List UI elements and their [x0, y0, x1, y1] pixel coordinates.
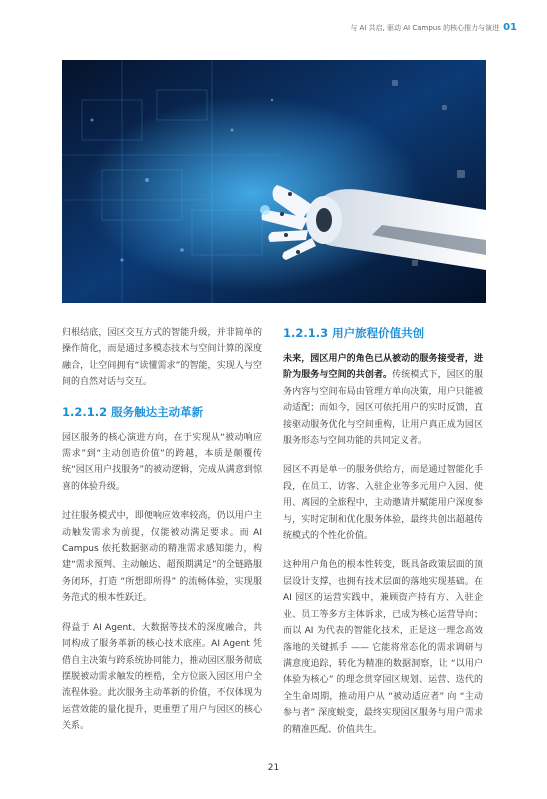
lead-bold-text: 未来，园区用户的角色已从被动的服务接受者，进阶为服务与空间的共创者。: [283, 354, 483, 381]
section-heading-1-2-1-2: 1.2.1.2 服务触达主动革新: [62, 404, 204, 419]
page-number: 21: [267, 763, 280, 773]
section-heading-1-2-1-3: 1.2.1.3 用户旅程价值共创: [283, 326, 425, 340]
robot-hand-image: [62, 60, 486, 303]
hero-image: [62, 60, 486, 303]
right-column: [283, 325, 483, 751]
running-header: [350, 22, 517, 33]
left-column: [62, 325, 262, 748]
paragraph: 这种用户角色的根本性转变，既具备政策层面的顶层设计支撑，也拥有技术层面的落地实现基础。在 AI 园区的运营实践中，兼顾资产持有方、入驻企业、员工等多方主体诉求，已成为核心运营导向；而以 AI 为代表的智能化技术，正是这一理念高效落地的关键抓手 —— 它能将常态化的需求调研与满意度追踪，转化为精准的数据洞察，让 “以用户体验为核心” 的理念贯穿园区规划、运营、迭代的全生命周期，推动用户从 “被动适应者” 向 “主动参与者” 深度蜕变，最终实现园区服务与用户需求的精准匹配、价值共生。: [283, 560, 483, 735]
paragraph: 园区服务的核心演进方向，在于实现从“被动响应需求”到“主动创造价值”的跨越，本质是颠覆传统“园区用户找服务”的被动逻辑，完成从满意到惊喜的体验升级。: [62, 432, 262, 492]
chapter-number: 01: [503, 22, 517, 33]
intro-paragraph: 归根结底，园区交互方式的智能升级，并非简单的操作简化，而是通过多模态技术与空间计算的深度融合，让空间拥有“读懂需求”的智能，实现人与空间的自然对话与交互。: [62, 328, 262, 388]
lead-text: 传统模式下，园区的服务内容与空间布局由管理方单向决策，用户只能被动适配；而如今，园区可依托用户的实时反馈，直接驱动服务优化与空间重构，让用户真正成为园区服务形态与空间功能的共同定义者。: [283, 370, 483, 447]
running-header-title: 与 AI 共启, 驱动 AI Campus 的核心推力与演进: [350, 23, 500, 32]
lead-paragraph: [283, 351, 483, 449]
paragraph: 过往服务模式中，即便响应效率较高，仍以用户主动触发需求为前提，仅能被动满足要求。而 AI Campus 依托数据驱动的精准需求感知能力，构建“需求预判、主动触达、超预期满足”的全链路服务闭环，打造 “所想即所得” 的流畅体验，实现服务范式的根本性跃迁。: [62, 511, 262, 604]
paragraph: 园区不再是单一的服务供给方，而是通过智能化手段，在员工、访客、入驻企业等多元用户入园、使用、离园的全旅程中，主动邀请并赋能用户深度参与，实时定制和优化服务体验，最终共创出超越传统模式的个性化价值。: [283, 465, 483, 542]
paragraph: 得益于 AI Agent、大数据等技术的深度融合，共同构成了服务革新的核心技术底座。AI Agent 凭借自主决策与跨系统协同能力，推动园区服务彻底摆脱被动需求触发的桎梏，全方位嵌入园区用户全流程体验。此次服务主动革新的价值，不仅体现为运营效能的量化提升，更重塑了用户与园区的核心关系。: [62, 622, 262, 732]
